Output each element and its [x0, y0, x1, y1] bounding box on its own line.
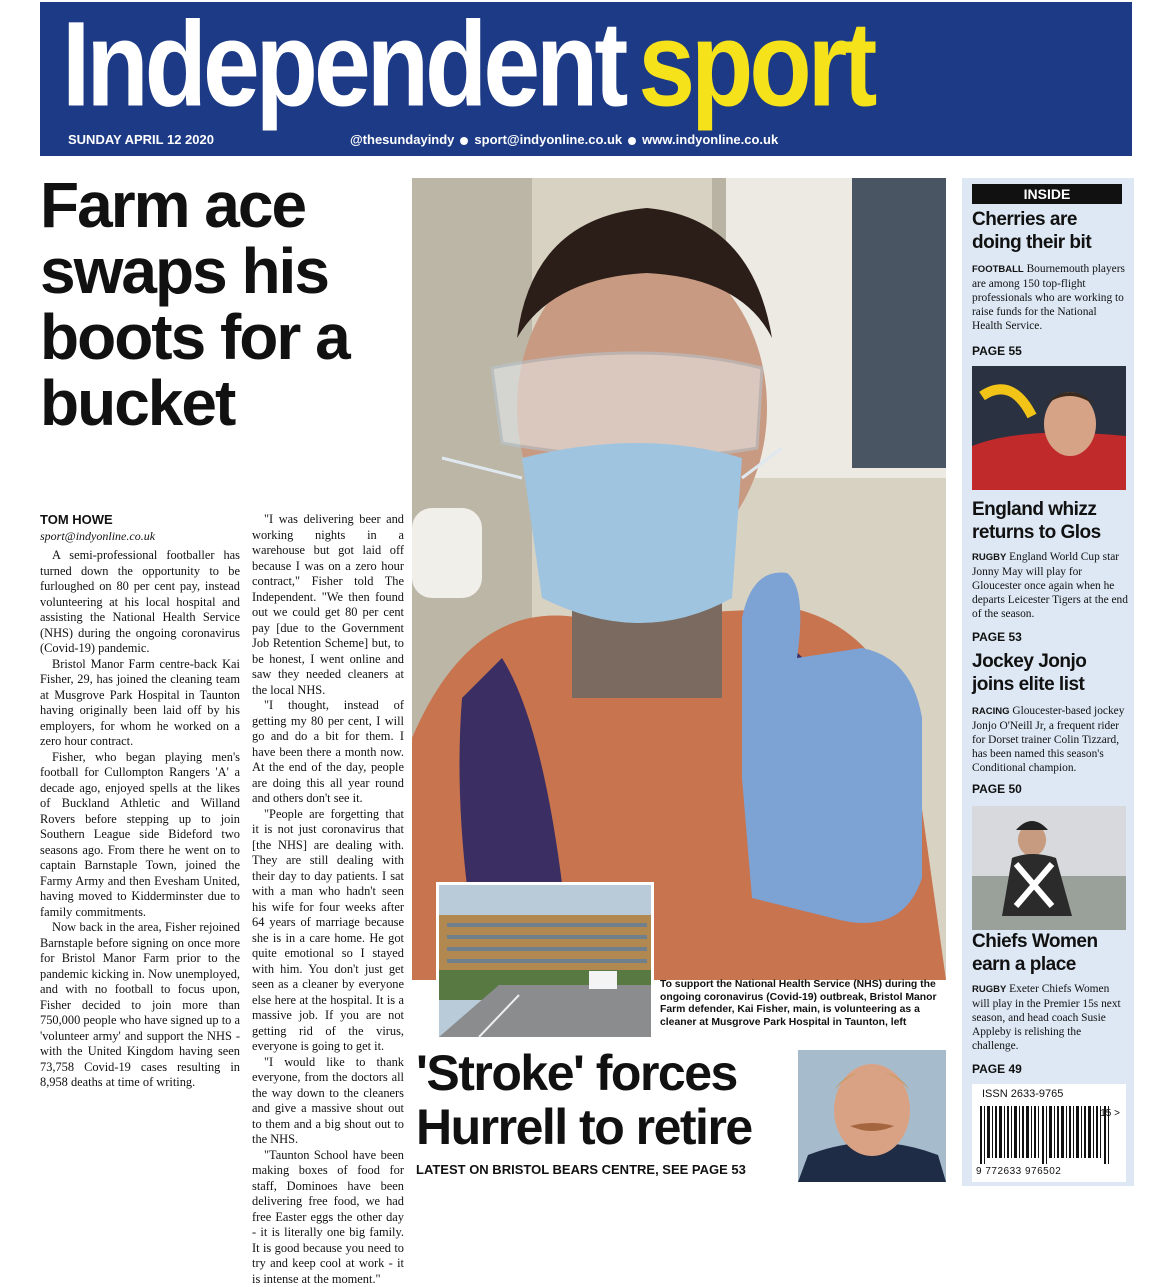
- sidebar-kicker: RUGBY: [972, 984, 1006, 995]
- byline-email: sport@indyonline.co.uk: [40, 529, 155, 544]
- sidebar-summary: [972, 704, 1128, 775]
- sidebar-kicker: FOOTBALL: [972, 264, 1024, 275]
- paragraph: "Taunton School have been making boxes of food for staff, Dominoes have been delivering free food, we had free Easter eggs the other day - it is literally one big family. It is good because you need to try and keep cool at work - it is intense at the moment.": [252, 1148, 404, 1287]
- masthead: [40, 2, 1132, 156]
- masthead-contacts: [350, 132, 778, 147]
- masthead-section: sport: [638, 0, 873, 132]
- photo-caption: To support the National Health Service (NHS) during the ongoing coronavirus (Covid-19) outbreak, Bristol Manor Farm defender, Kai Fisher, main, is volunteering as a cleaner at Musgrove Park Hospital in Taunton, left: [660, 979, 942, 1029]
- sidebar-kicker: RACING: [972, 706, 1009, 717]
- sidebar-headline: Jockey Jonjo joins elite list: [972, 650, 1130, 696]
- masthead-title: Independent sport: [62, 0, 873, 134]
- secondary-headline: 'Stroke' forces Hurrell to retire: [416, 1046, 796, 1154]
- inset-photo-hospital: [436, 882, 654, 1040]
- sidebar-photo-illustration: [972, 366, 1126, 490]
- paragraph: "People are forgetting that it is not just coronavirus that [the NHS] are dealing with. They are still dealing with their day to day patients. I sat with a man who hadn't seen his wife for four weeks after 64 years of marriage because she is in a care home. He got quite emotional so I stayed with him. You don't just get seen as a cleaner by everyone else here at the hospital. It is a massive job. If you are not getting rid of the virus, everyone is going to get it.: [252, 807, 404, 1055]
- bullet-icon: [628, 137, 636, 145]
- inset-photo-illustration: [439, 885, 651, 1037]
- inside-sidebar: [962, 178, 1134, 1186]
- sidebar-page-ref: PAGE 55: [972, 344, 1022, 358]
- sidebar-photo-football: [972, 366, 1126, 490]
- inside-label: INSIDE: [972, 184, 1122, 204]
- sidebar-photo-illustration: [972, 806, 1126, 930]
- bullet-icon: [460, 137, 468, 145]
- masthead-email: sport@indyonline.co.uk: [474, 132, 622, 147]
- secondary-photo: [798, 1050, 946, 1182]
- sidebar-kicker: RUGBY: [972, 552, 1006, 563]
- paragraph: "I would like to thank everyone, from the doctors all the way down to the cleaners and give a massive shout out to them and a big shout out to the NHS.: [252, 1055, 404, 1148]
- paragraph: A semi-professional footballer has turned down the opportunity to be furloughed on 80 per cent pay, instead volunteering at his local hospital and assisting the National Health Service (NHS) during the ongoing coronavirus (Covid-19) pandemic.: [40, 548, 240, 657]
- barcode-box: [972, 1084, 1126, 1182]
- issn: ISSN 2633-9765: [982, 1088, 1063, 1100]
- sidebar-body: Gloucester-based jockey Jonjo O'Neill Jr, a frequent rider for Dorset trainer Colin Tizzard, has been named this season's Conditional champion.: [972, 705, 1124, 774]
- sidebar-page-ref: PAGE 53: [972, 630, 1022, 644]
- sidebar-page-ref: PAGE 49: [972, 1062, 1022, 1076]
- sidebar-summary: [972, 262, 1128, 333]
- barcode-number: 9 772633 976502: [976, 1166, 1061, 1177]
- secondary-photo-illustration: [798, 1050, 946, 1182]
- sidebar-body: Exeter Chiefs Women will play in the Premier 15s next season, and head coach Susie Appleby is relishing the challenge.: [972, 983, 1121, 1052]
- sidebar-photo-racing: [972, 806, 1126, 930]
- sidebar-headline: Chiefs Women earn a place: [972, 930, 1130, 976]
- paragraph: "I thought, instead of getting my 80 per cent, I will go and do a bit for them. I have been there a month now. At the end of the day, people are doing this all year round and others don't see it.: [252, 698, 404, 807]
- main-photo-illustration: [412, 178, 946, 980]
- sidebar-summary: [972, 982, 1128, 1053]
- paragraph: "I was delivering beer and working nights in a warehouse but got laid off because I was on a zero hour contract," Fisher told The Independent. "We then found out we could get 80 per cent pay [due to the Government Job Retention Scheme] but, to be honest, I went online and saw they needed cleaners at the local NHS.: [252, 512, 404, 698]
- twitter-handle: @thesundayindy: [350, 132, 454, 147]
- byline: TOM HOWE: [40, 512, 113, 527]
- issue-number: 15 >: [1100, 1108, 1120, 1119]
- paragraph: Now back in the area, Fisher rejoined Barnstaple before signing on once more for Bristol Manor Farm prior to the pandemic kicking in. Now unemployed, and with no football to focus upon, Fisher decided to join more than 750,000 people who have signed up to a 'volunteer army' and support the NHS - with the United Kingdom having seen 73,758 Covid-19 cases resulting in 8,958 deaths at time of writing.: [40, 920, 240, 1091]
- sidebar-body: England World Cup star Jonny May will play for Gloucester once again when he departs Leicester Tigers at the end of the season.: [972, 551, 1128, 620]
- sidebar-body: Bournemouth players are among 150 top-flight professionals who are working to raise funds for the National Health Service.: [972, 263, 1125, 332]
- article-column-1: [40, 548, 240, 1188]
- sidebar-headline: Cherries are doing their bit: [972, 208, 1130, 254]
- issue-date: SUNDAY APRIL 12 2020: [68, 132, 214, 147]
- lead-headline: Farm ace swaps his boots for a bucket: [40, 172, 440, 436]
- barcode-icon: [980, 1106, 1118, 1164]
- main-photo: [412, 178, 946, 980]
- paragraph: Bristol Manor Farm centre-back Kai Fisher, 29, has joined the cleaning team at Musgrove Park Hospital in Taunton having originally been laid off by his employers, for whom he worked on a zero hour contract.: [40, 657, 240, 750]
- secondary-kicker: LATEST ON BRISTOL BEARS CENTRE, SEE PAGE 53: [416, 1162, 746, 1177]
- masthead-website: www.indyonline.co.uk: [642, 132, 778, 147]
- sidebar-summary: [972, 550, 1128, 621]
- sidebar-page-ref: PAGE 50: [972, 782, 1022, 796]
- article-column-2: [252, 512, 404, 1188]
- sidebar-headline: England whizz returns to Glos: [972, 498, 1130, 544]
- paragraph: Fisher, who began playing men's football for Cullompton Rangers 'A' a decade ago, enjoyed spells at the likes of Buckland Athletic and Willand Rovers before stepping up to join Southern League side Bideford two seasons ago. From there he went on to captain Barnstaple Town, joined the Farmy Army and then Evesham United, having moved to Kidderminster due to family commitments.: [40, 750, 240, 921]
